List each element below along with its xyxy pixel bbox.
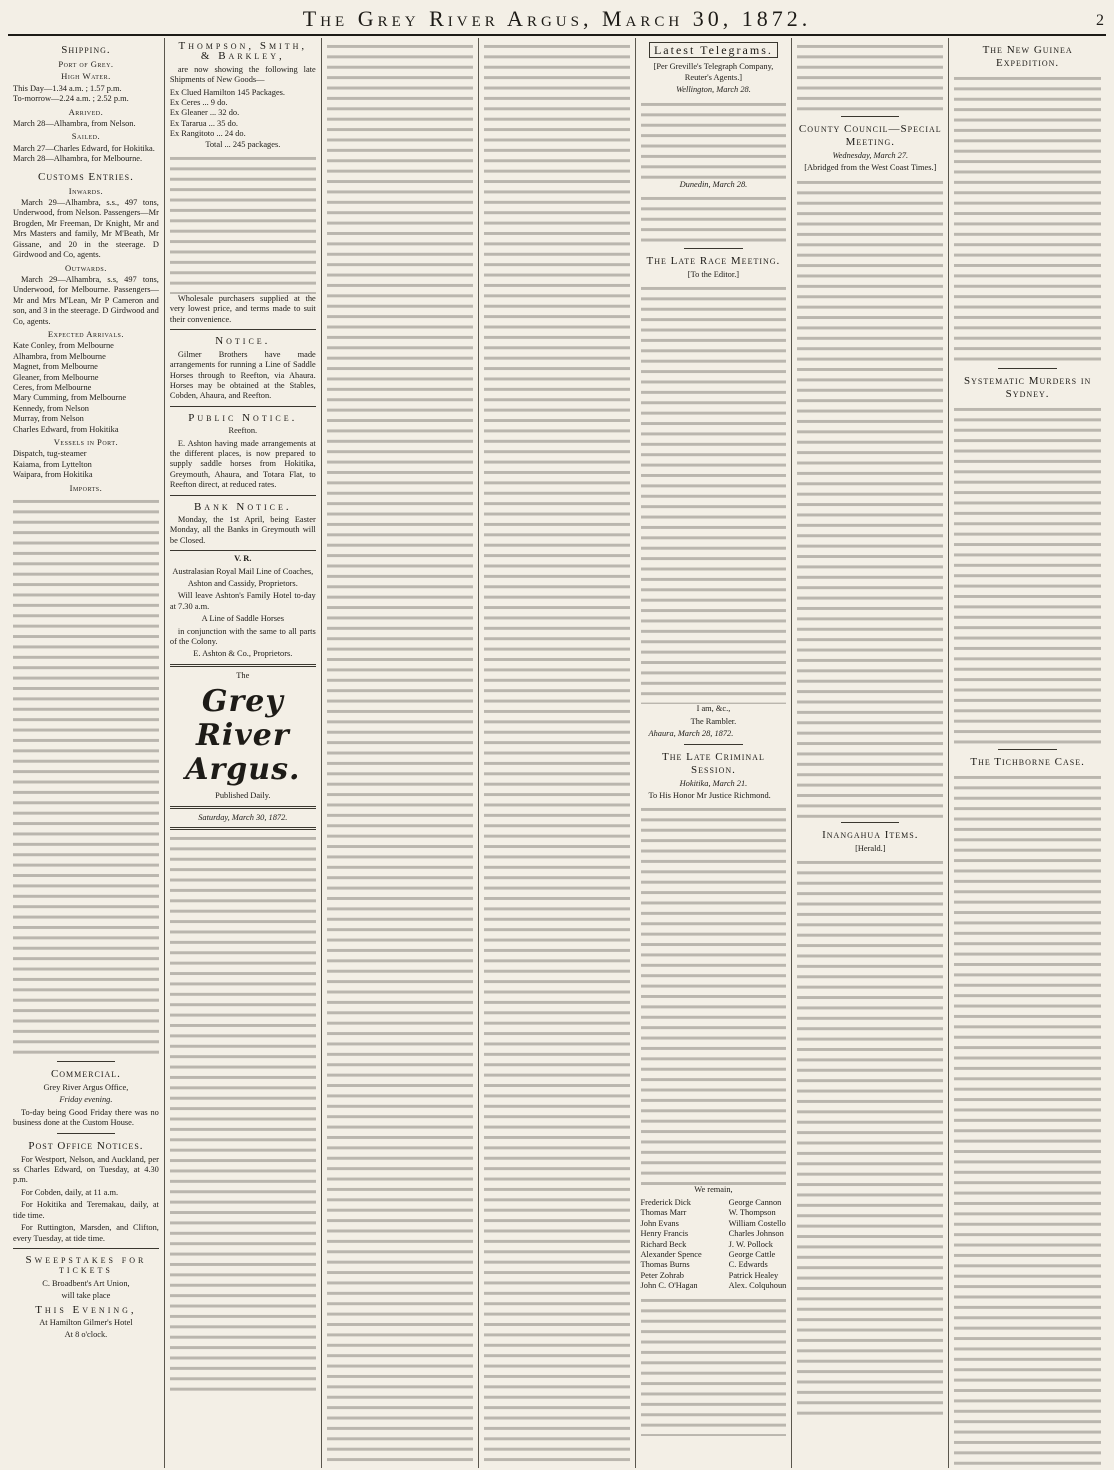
news-text <box>484 42 630 1462</box>
sydney-murders-text <box>954 405 1101 745</box>
thompson-ad-body <box>170 154 316 294</box>
juror-name: Frederick Dick <box>640 1197 691 1207</box>
column-4 <box>479 38 636 1468</box>
gilmer-notice <box>170 329 316 401</box>
in-port-heading: Vessels in Port. <box>53 437 119 447</box>
expected-item: Gleaner, from Melbourne <box>13 372 99 382</box>
juror-name: George Cannon <box>728 1197 782 1207</box>
juror-name: Thomas Marr <box>640 1208 687 1218</box>
county-council-heading: County Council—Special Meeting. <box>798 123 942 148</box>
port-heading: Port of Grey. <box>58 59 114 69</box>
issue-date: Saturday, March 30, 1872. <box>198 812 288 822</box>
arrived-heading: Arrived. <box>68 106 104 117</box>
high-water-tomorrow: To-morrow—2.24 a.m. ; 2.52 p.m. <box>13 94 129 104</box>
argus-nameplate: Grey River Argus. <box>185 684 301 788</box>
goods-line: Ex Gleaner ... 32 do. <box>169 108 240 118</box>
new-guinea-text <box>954 74 1101 364</box>
sailed-heading: Sailed. <box>71 131 101 142</box>
divider <box>684 248 742 249</box>
commercial-text: To-day being Good Friday there was no business done at the Custom House. <box>13 1107 159 1128</box>
expected-item: Ceres, from Melbourne <box>13 382 92 392</box>
high-water-today: This Day—1.34 a.m. ; 1.57 p.m. <box>13 83 122 93</box>
goods-line: Ex Rangitoto ... 24 do. <box>169 129 246 139</box>
sydney-murders-heading: Systematic Murders in Sydney. <box>963 375 1092 400</box>
signoff: I am, &c., <box>696 704 731 714</box>
column-7 <box>949 38 1106 1468</box>
juror-name: William Costello <box>728 1218 786 1228</box>
notice-heading: Notice. <box>215 335 271 348</box>
commercial-heading: Commercial. <box>50 1068 121 1081</box>
shipping-heading: Shipping. <box>61 44 111 56</box>
reefton-line: Reefton. <box>228 426 258 436</box>
latest-telegrams-heading: Latest Telegrams. <box>649 42 779 58</box>
dateline: Wellington, March 28. <box>676 85 751 95</box>
juror-name: Patrick Healey <box>728 1270 779 1280</box>
dateline: Dunedin, March 28. <box>679 179 748 189</box>
address-line: To His Honor Mr Justice Richmond. <box>648 791 771 801</box>
page-title: The Grey River Argus, March 30, 1872. <box>302 6 812 31</box>
juror-name: George Cattle <box>728 1249 776 1259</box>
divider <box>684 744 742 745</box>
imports-heading: Imports. <box>69 482 103 493</box>
office-day: Friday evening. <box>59 1095 113 1105</box>
ashton-text: E. Ashton having made arrangements at the different places, is now prepared to supply saddle horses from Hokitika, Greymouth, Ahaura, and Totara Flat, to Reefton direct, at reduced rates. <box>169 438 316 490</box>
coaches-title: Australasian Royal Mail Line of Coaches, <box>172 566 314 576</box>
letter-text <box>641 1296 787 1436</box>
masthead-the: The <box>236 670 250 680</box>
sweep-line: At 8 o'clock. <box>64 1330 108 1340</box>
bank-text: Monday, the 1st April, being Easter Monday, all the Banks in Greymouth will be Closed. <box>169 514 316 545</box>
inwards-heading: Inwards. <box>68 185 104 196</box>
coaches-line: Ashton and Cassidy, Proprietors. <box>187 579 298 588</box>
expected-item: Murray, from Nelson <box>13 414 84 424</box>
juror-name: Alexander Spence <box>640 1249 702 1259</box>
post-text: For Hokitika and Teremakau, daily, at tide time. <box>13 1200 159 1220</box>
sweep-line: At Hamilton Gilmer's Hotel <box>39 1317 133 1327</box>
juror-name: J. W. Pollock <box>728 1239 773 1249</box>
post-text: For Cobden, daily, at 11 a.m. <box>21 1187 119 1197</box>
tichborne-heading: The Tichborne Case. <box>970 756 1085 768</box>
dateline: Wednesday, March 27. <box>832 151 909 160</box>
juror-name: W. Thompson <box>728 1208 776 1218</box>
column-1 <box>8 38 165 1468</box>
expected-item: Mary Cumming, from Melbourne <box>13 393 127 403</box>
telegram-text <box>641 100 787 180</box>
expected-item: Kate Conley, from Melbourne <box>13 341 114 351</box>
juror-name: John C. O'Hagan <box>640 1281 698 1291</box>
divider <box>57 1061 115 1062</box>
editorial-text <box>170 834 316 1394</box>
divider <box>170 806 316 809</box>
vr-line: V. R. <box>234 554 252 564</box>
jurors-right <box>729 1198 787 1292</box>
gilmer-text: Gilmer Brothers have made arrangements for running a Line of Saddle Horses through to Reefton, via Ahaura. Horses may be obtained at the Stables, Cobden, Ahaura, and Reefton. <box>169 349 316 401</box>
juror-name: Peter Zohrab <box>640 1270 684 1280</box>
divider <box>998 749 1057 750</box>
arrived-entry: March 28—Alhambra, from Nelson. <box>13 119 136 129</box>
sweep-line: Sweepstakes for tickets <box>25 1253 147 1277</box>
post-text: For Westport, Nelson, and Auckland, per ss Charles Edward, on Tuesday, at 4.30 p.m. <box>13 1154 159 1185</box>
sweep-line: C. Broadbent's Art Union, <box>42 1278 130 1288</box>
inangahua-text <box>797 858 943 1418</box>
signature-date: Ahaura, March 28, 1872. <box>648 729 734 739</box>
in-port-item: Kaiama, from Lyttelton <box>13 459 92 469</box>
council-report-text <box>797 178 943 818</box>
expected-item: Kennedy, from Nelson <box>13 403 89 413</box>
tichborne-text <box>954 773 1101 1468</box>
juror-name: Charles Johnson <box>728 1229 784 1239</box>
letter-continued <box>797 42 943 112</box>
divider <box>841 822 899 823</box>
remain-line: We remain, <box>694 1185 733 1195</box>
wholesale-text: Wholesale purchasers supplied at the very lowest price, and terms made to suit their convenience. <box>169 294 316 324</box>
bank-notice-heading: Bank Notice. <box>193 500 292 513</box>
columns <box>8 38 1106 1468</box>
divider <box>998 368 1057 369</box>
juror-name: John Evans <box>640 1218 679 1228</box>
signature: The Rambler. <box>690 716 737 726</box>
sailed-entry: March 27—Charles Edward, for Hokitika. <box>13 143 155 153</box>
thompson-ad-title: Thompson, Smith, & Barkley, <box>178 40 308 63</box>
high-water-heading: High Water. <box>61 71 111 82</box>
sweep-line: will take place <box>61 1291 111 1301</box>
source-line: [Herald.] <box>855 843 886 853</box>
column-3 <box>322 38 479 1468</box>
goods-line: Ex Ceres ... 9 do. <box>169 98 228 108</box>
juror-name: C. Edwards <box>728 1260 768 1270</box>
saddle-line: in conjunction with the same to all parts of the Colony. <box>169 626 316 647</box>
race-meeting-heading: The Late Race Meeting. <box>646 255 781 268</box>
saddle-title: A Line of Saddle Horses <box>201 614 284 624</box>
bank-notice <box>170 495 316 547</box>
telegram-text <box>641 194 787 244</box>
post-office-heading: Post Office Notices. <box>28 1139 144 1152</box>
telegraph-agency: [Per Greville's Telegraph Company, Reuter's Agents.] <box>653 62 774 82</box>
column-5 <box>636 38 793 1468</box>
editor-line: [To the Editor.] <box>687 270 740 280</box>
divider <box>841 116 899 117</box>
column-6 <box>792 38 949 1468</box>
juror-name: Alex. Colquhoun <box>728 1281 787 1291</box>
new-guinea-heading: The New Guinea Expedition. <box>982 44 1073 69</box>
page-number: 2 <box>1096 12 1104 29</box>
in-port-item: Waipara, from Hokitika <box>13 470 93 480</box>
public-notice <box>170 406 316 491</box>
thompson-ad-text: are now showing the following late Shipments of New Goods— <box>169 64 316 85</box>
petition-text <box>641 805 787 1185</box>
outwards-text: March 29—Alhambra, s.s, 497 tons, Underwood, for Melbourne. Passengers—Mr and Mrs M'Lean, Mr P Cameron and son, and 3 in the steerage. D Girdwood and Co, agents. <box>13 274 159 326</box>
in-port-item: Dispatch, tug-steamer <box>13 449 87 459</box>
divider <box>170 664 316 667</box>
jurors-left <box>641 1198 702 1292</box>
juror-name: Thomas Burns <box>640 1260 690 1270</box>
goods-line: Ex Clued Hamilton 145 Packages. <box>169 87 286 97</box>
expected-item: Charles Edward, from Hokitika <box>13 424 119 434</box>
divider <box>170 827 316 830</box>
sweepstakes-ad <box>13 1248 159 1341</box>
office-line: Grey River Argus Office, <box>43 1083 129 1093</box>
expected-item: Alhambra, from Melbourne <box>13 351 106 361</box>
outwards-heading: Outwards. <box>65 262 107 273</box>
juror-name: Henry Francis <box>640 1229 689 1239</box>
sweep-line: This Evening, <box>35 1303 137 1316</box>
customs-heading: Customs Entries. <box>38 170 134 183</box>
source-line: [Abridged from the West Coast Times.] <box>804 163 937 173</box>
goods-total: Total ... 245 packages. <box>205 139 281 149</box>
column-2 <box>165 38 322 1468</box>
saddle-line: E. Ashton & Co., Proprietors. <box>193 649 293 659</box>
dateline: Hokitika, March 21. <box>679 778 748 788</box>
divider <box>57 1133 115 1134</box>
expected-heading: Expected Arrivals. <box>47 328 125 339</box>
post-text: For Ruttington, Marsden, and Clifton, every Tuesday, at tide time. <box>13 1223 159 1243</box>
goods-line: Ex Tararua ... 35 do. <box>169 118 238 128</box>
juror-name: Richard Beck <box>640 1239 687 1249</box>
public-notice-heading: Public Notice. <box>188 411 298 424</box>
criminal-session-heading: The Late Criminal Session. <box>662 750 765 776</box>
published-line: Published Daily. <box>215 791 271 801</box>
masthead <box>8 4 1106 36</box>
sailed-entry: March 28—Alhambra, for Melbourne. <box>13 154 143 164</box>
inangahua-heading: Inangahua Items. <box>822 828 919 841</box>
imports-text <box>13 497 159 1057</box>
letter-text <box>641 284 787 704</box>
expected-item: Magnet, from Melbourne <box>13 362 98 372</box>
coaches-ad <box>170 550 316 660</box>
editorial-continued <box>327 42 473 1462</box>
jurors-list <box>641 1198 787 1292</box>
coaches-line: Will leave Ashton's Family Hotel to-day at 7.30 a.m. <box>169 591 316 611</box>
inwards-text: March 29—Alhambra, s.s., 497 tons, Underwood, from Nelson. Passengers—Mr Brogden, Mr Freeman, Dr Knight, Mr and Mrs Masters and family, Mr M'Beath, Mr Gissane, and 20 in the steerage. D Girdwood and Co, agents. <box>13 198 159 260</box>
